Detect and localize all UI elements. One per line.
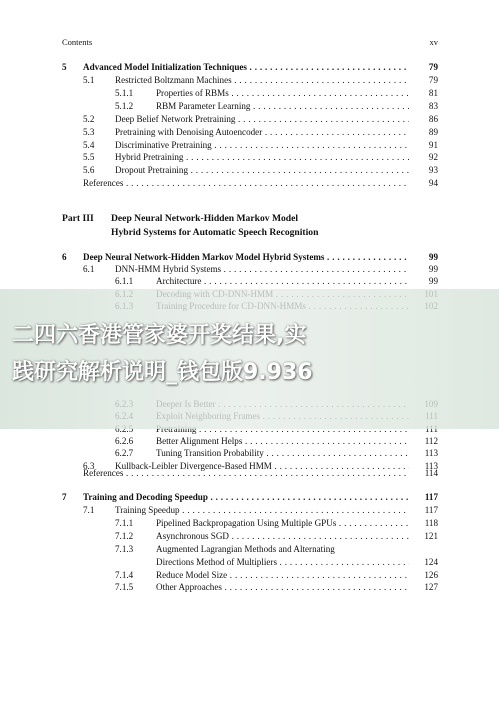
section-page-number: 127 bbox=[424, 582, 438, 593]
section-number: 6.2.7 bbox=[115, 448, 134, 459]
section-page-number: 113 bbox=[424, 448, 438, 459]
section-number: 5.4 bbox=[83, 139, 95, 150]
section-page-number: 118 bbox=[424, 517, 438, 528]
section-number: 5.6 bbox=[83, 165, 95, 176]
chapter-7-section-entry[interactable] bbox=[62, 504, 438, 517]
chapter-5-section-entry[interactable] bbox=[62, 164, 438, 177]
section-page-number: 117 bbox=[424, 505, 438, 515]
chapter-7-entry[interactable]: 7 Training and Decoding Speedup . . . 117 bbox=[62, 491, 438, 504]
section-number: 5.1.1 bbox=[115, 87, 134, 98]
chapter-5-section-entry[interactable] bbox=[62, 139, 438, 152]
section-number: 6.1 bbox=[83, 264, 95, 274]
section-page-number: 92 bbox=[428, 152, 438, 163]
part-3-heading: Part III Deep Neural Network-Hidden Markov Model Hybrid Systems for Automatic Speech Recognition bbox=[62, 213, 319, 238]
section-page-number: 93 bbox=[428, 165, 438, 176]
section-title: Restricted Boltzmann Machines . . . bbox=[115, 74, 409, 87]
chapter-5-section-entry[interactable] bbox=[62, 100, 438, 113]
section-number: 5.2 bbox=[83, 113, 95, 124]
chapter-6-entry[interactable]: 6 Deep Neural Network-Hidden Markov Model Hybrid Systems . . . 99 bbox=[62, 251, 438, 264]
section-number: 7.1 bbox=[83, 505, 95, 515]
section-number: 5.3 bbox=[83, 126, 95, 137]
section-page-number: 86 bbox=[428, 113, 438, 124]
section-page-number: 79 bbox=[428, 75, 438, 85]
section-number: 5.5 bbox=[83, 152, 95, 163]
section-title: Deep Belief Network Pretraining . . . bbox=[115, 113, 409, 126]
section-page-number: 99 bbox=[428, 264, 438, 274]
running-header-title: Contents bbox=[62, 37, 93, 47]
section-page-number: 112 bbox=[424, 435, 438, 446]
section-page-number: 113 bbox=[424, 460, 438, 471]
chapter-7-section-entry[interactable] bbox=[62, 517, 438, 530]
section-title: Other Approaches . . . bbox=[156, 581, 409, 594]
section-page-number: 121 bbox=[424, 530, 438, 541]
chapter-5-section-entry[interactable] bbox=[62, 87, 438, 100]
section-page-number: 124 bbox=[424, 556, 438, 567]
chapter-5-section-entry[interactable] bbox=[62, 74, 438, 87]
section-title: Kullback-Leibler Divergence-Based HMM . . . bbox=[115, 460, 409, 473]
section-number: 6.2.6 bbox=[115, 435, 134, 446]
section-page-number: 89 bbox=[428, 126, 438, 137]
section-title: Pipelined Backpropagation Using Multiple GPUs . . . bbox=[156, 517, 409, 530]
section-title: Tuning Transition Probability . . . bbox=[156, 447, 409, 460]
chapter-5-entry[interactable]: 5 Advanced Model Initialization Techniques . . . 79 bbox=[62, 61, 438, 74]
section-number: 5.1 bbox=[83, 75, 95, 85]
section-title: Better Alignment Helps . . . bbox=[156, 435, 409, 448]
section-title: Architecture . . . bbox=[156, 275, 409, 288]
section-number: 5.1.2 bbox=[115, 100, 134, 111]
chapter-6-section-entry[interactable] bbox=[62, 435, 438, 448]
section-page-number: 81 bbox=[428, 87, 438, 98]
section-title: DNN-HMM Hybrid Systems . . . bbox=[115, 263, 409, 276]
section-number: 7.1.4 bbox=[115, 569, 134, 580]
section-title: Pretraining with Denoising Autoencoder . . . bbox=[115, 126, 409, 139]
chapter-5-section-entry[interactable] bbox=[62, 151, 438, 164]
section-title: Reduce Model Size . . . bbox=[156, 569, 409, 582]
chapter-6-section-entry[interactable] bbox=[62, 263, 438, 276]
section-title: Discriminative Pretraining . . . bbox=[115, 139, 409, 152]
chapter-7-section-entry[interactable] bbox=[62, 530, 438, 543]
banner-line-2: 践研究解析说明_钱包版9.936 bbox=[12, 360, 313, 385]
chapter-5-section-entry[interactable] bbox=[62, 113, 438, 126]
chapter-7-section-entry[interactable] bbox=[62, 569, 438, 582]
section-title: Directions Method of Multipliers . . . bbox=[156, 556, 409, 569]
chapter-6-section-entry[interactable] bbox=[62, 275, 438, 288]
chapter-7-section-entry[interactable] bbox=[62, 543, 438, 556]
section-page-number: 99 bbox=[428, 276, 438, 287]
section-number: 6.3 bbox=[83, 460, 95, 471]
section-title: RBM Parameter Learning . . . bbox=[156, 100, 409, 113]
section-number: 7.1.3 bbox=[115, 543, 134, 554]
section-title: Dropout Pretraining . . . bbox=[115, 164, 409, 177]
running-header-page-number: xv bbox=[429, 37, 438, 47]
chapter-5-section-entry[interactable] bbox=[62, 126, 438, 139]
chapter-6-section-entry[interactable] bbox=[62, 447, 438, 460]
chapter-5-references[interactable]: References . . . 94 bbox=[62, 177, 438, 190]
section-title: Training Speedup . . . bbox=[115, 504, 409, 517]
section-title: Asynchronous SGD . . . bbox=[156, 530, 409, 543]
chapter-6-references[interactable]: References . . . 114 bbox=[62, 467, 438, 480]
section-number: 7.1.1 bbox=[115, 517, 134, 528]
section-page-number: 126 bbox=[424, 569, 438, 580]
section-title: Properties of RBMs . . . bbox=[156, 87, 409, 100]
section-title: Hybrid Pretraining . . . bbox=[115, 151, 409, 164]
section-title: Augmented Lagrangian Methods and Alternating bbox=[156, 543, 335, 554]
section-number: 6.1.1 bbox=[115, 276, 134, 287]
section-number: 7.1.2 bbox=[115, 530, 134, 541]
chapter-7-section-entry[interactable] bbox=[62, 581, 438, 594]
banner-line-1: 二四六香港管家婆开奖结果,实 bbox=[12, 323, 307, 348]
section-page-number: 91 bbox=[428, 139, 438, 150]
chapter-7-section-entry[interactable] bbox=[62, 556, 438, 569]
section-page-number: 83 bbox=[428, 100, 438, 111]
section-number: 7.1.5 bbox=[115, 582, 134, 593]
